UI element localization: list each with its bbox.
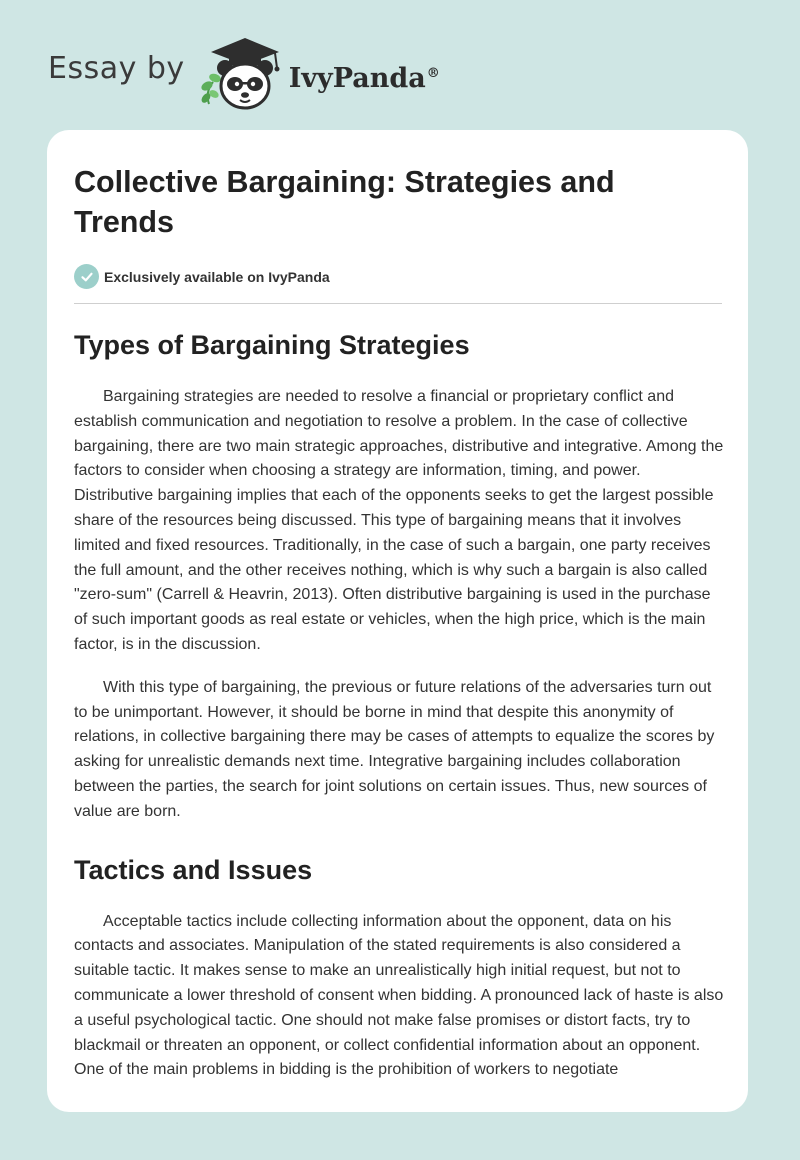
badge-label: Exclusively available on IvyPanda — [104, 268, 330, 285]
section-heading: Tactics and Issues — [74, 854, 313, 885]
paragraph: Acceptable tactics include collecting information about the opponent, data on his contacts and associates. Manipulation of the stated requirements is also considered a suitable tactic. It makes sense to make an unrealistically high initial request, but not to communicate a lower threshold of consent when bidding. A pronounced lack of haste is also a useful psychological tactic. One should not make false promises or distort facts, try to blackmail or threaten an opponent, or collect confidential information about an opponent. One of the main problems in bidding is the prohibition of workers to negotiate — [74, 912, 724, 1079]
divider — [74, 303, 722, 304]
paragraph: Bargaining strategies are needed to resolve a financial or proprietary conflict and establish communication and negotiation to resolve a problem. In the case of collective bargaining, there are two main strategic approaches, distributive and integrative. Among the factors to consider when choosing a strategy are information, timing, and power. Distributive bargaining implies that each of the opponents seeks to get the largest possible share of the resources being discussed. This type of bargaining means that it involves limited and fixed resources. Traditionally, in the case of such a bargain, one party receives the full amount, and the other receives nothing, which is why such a bargain is also called "zero-sum" (Carrell & Heavrin, 2013). Often distributive bargaining is used in the purchase of such important goods as real estate or vehicles, when the high price, which is the main factor, is in the discussion. — [74, 388, 724, 653]
brand-name: IvyPanda® — [288, 62, 440, 94]
article-title: Collective Bargaining: Strategies and Trends — [74, 165, 615, 239]
article-card — [47, 130, 748, 1112]
site-header — [48, 34, 440, 114]
panda-logo-icon[interactable] — [197, 34, 293, 114]
registered-mark: ® — [426, 65, 440, 81]
paragraph: With this type of bargaining, the previous or future relations of the adversaries turn out to be unimportant. However, it should be borne in mind that despite this anonymity of relations, in collective bargaining there may be cases of attempts to equalize the scores by asking for unrealistic demands next time. Integrative bargaining includes collaboration between the parties, the search for joint solutions on certain issues. Thus, new sources of value are born. — [74, 678, 715, 820]
brand-prefix: Essay by — [48, 50, 185, 86]
checkmark-icon — [74, 264, 99, 289]
exclusive-badge — [74, 264, 722, 289]
section-heading: Types of Bargaining Strategies — [74, 330, 470, 360]
